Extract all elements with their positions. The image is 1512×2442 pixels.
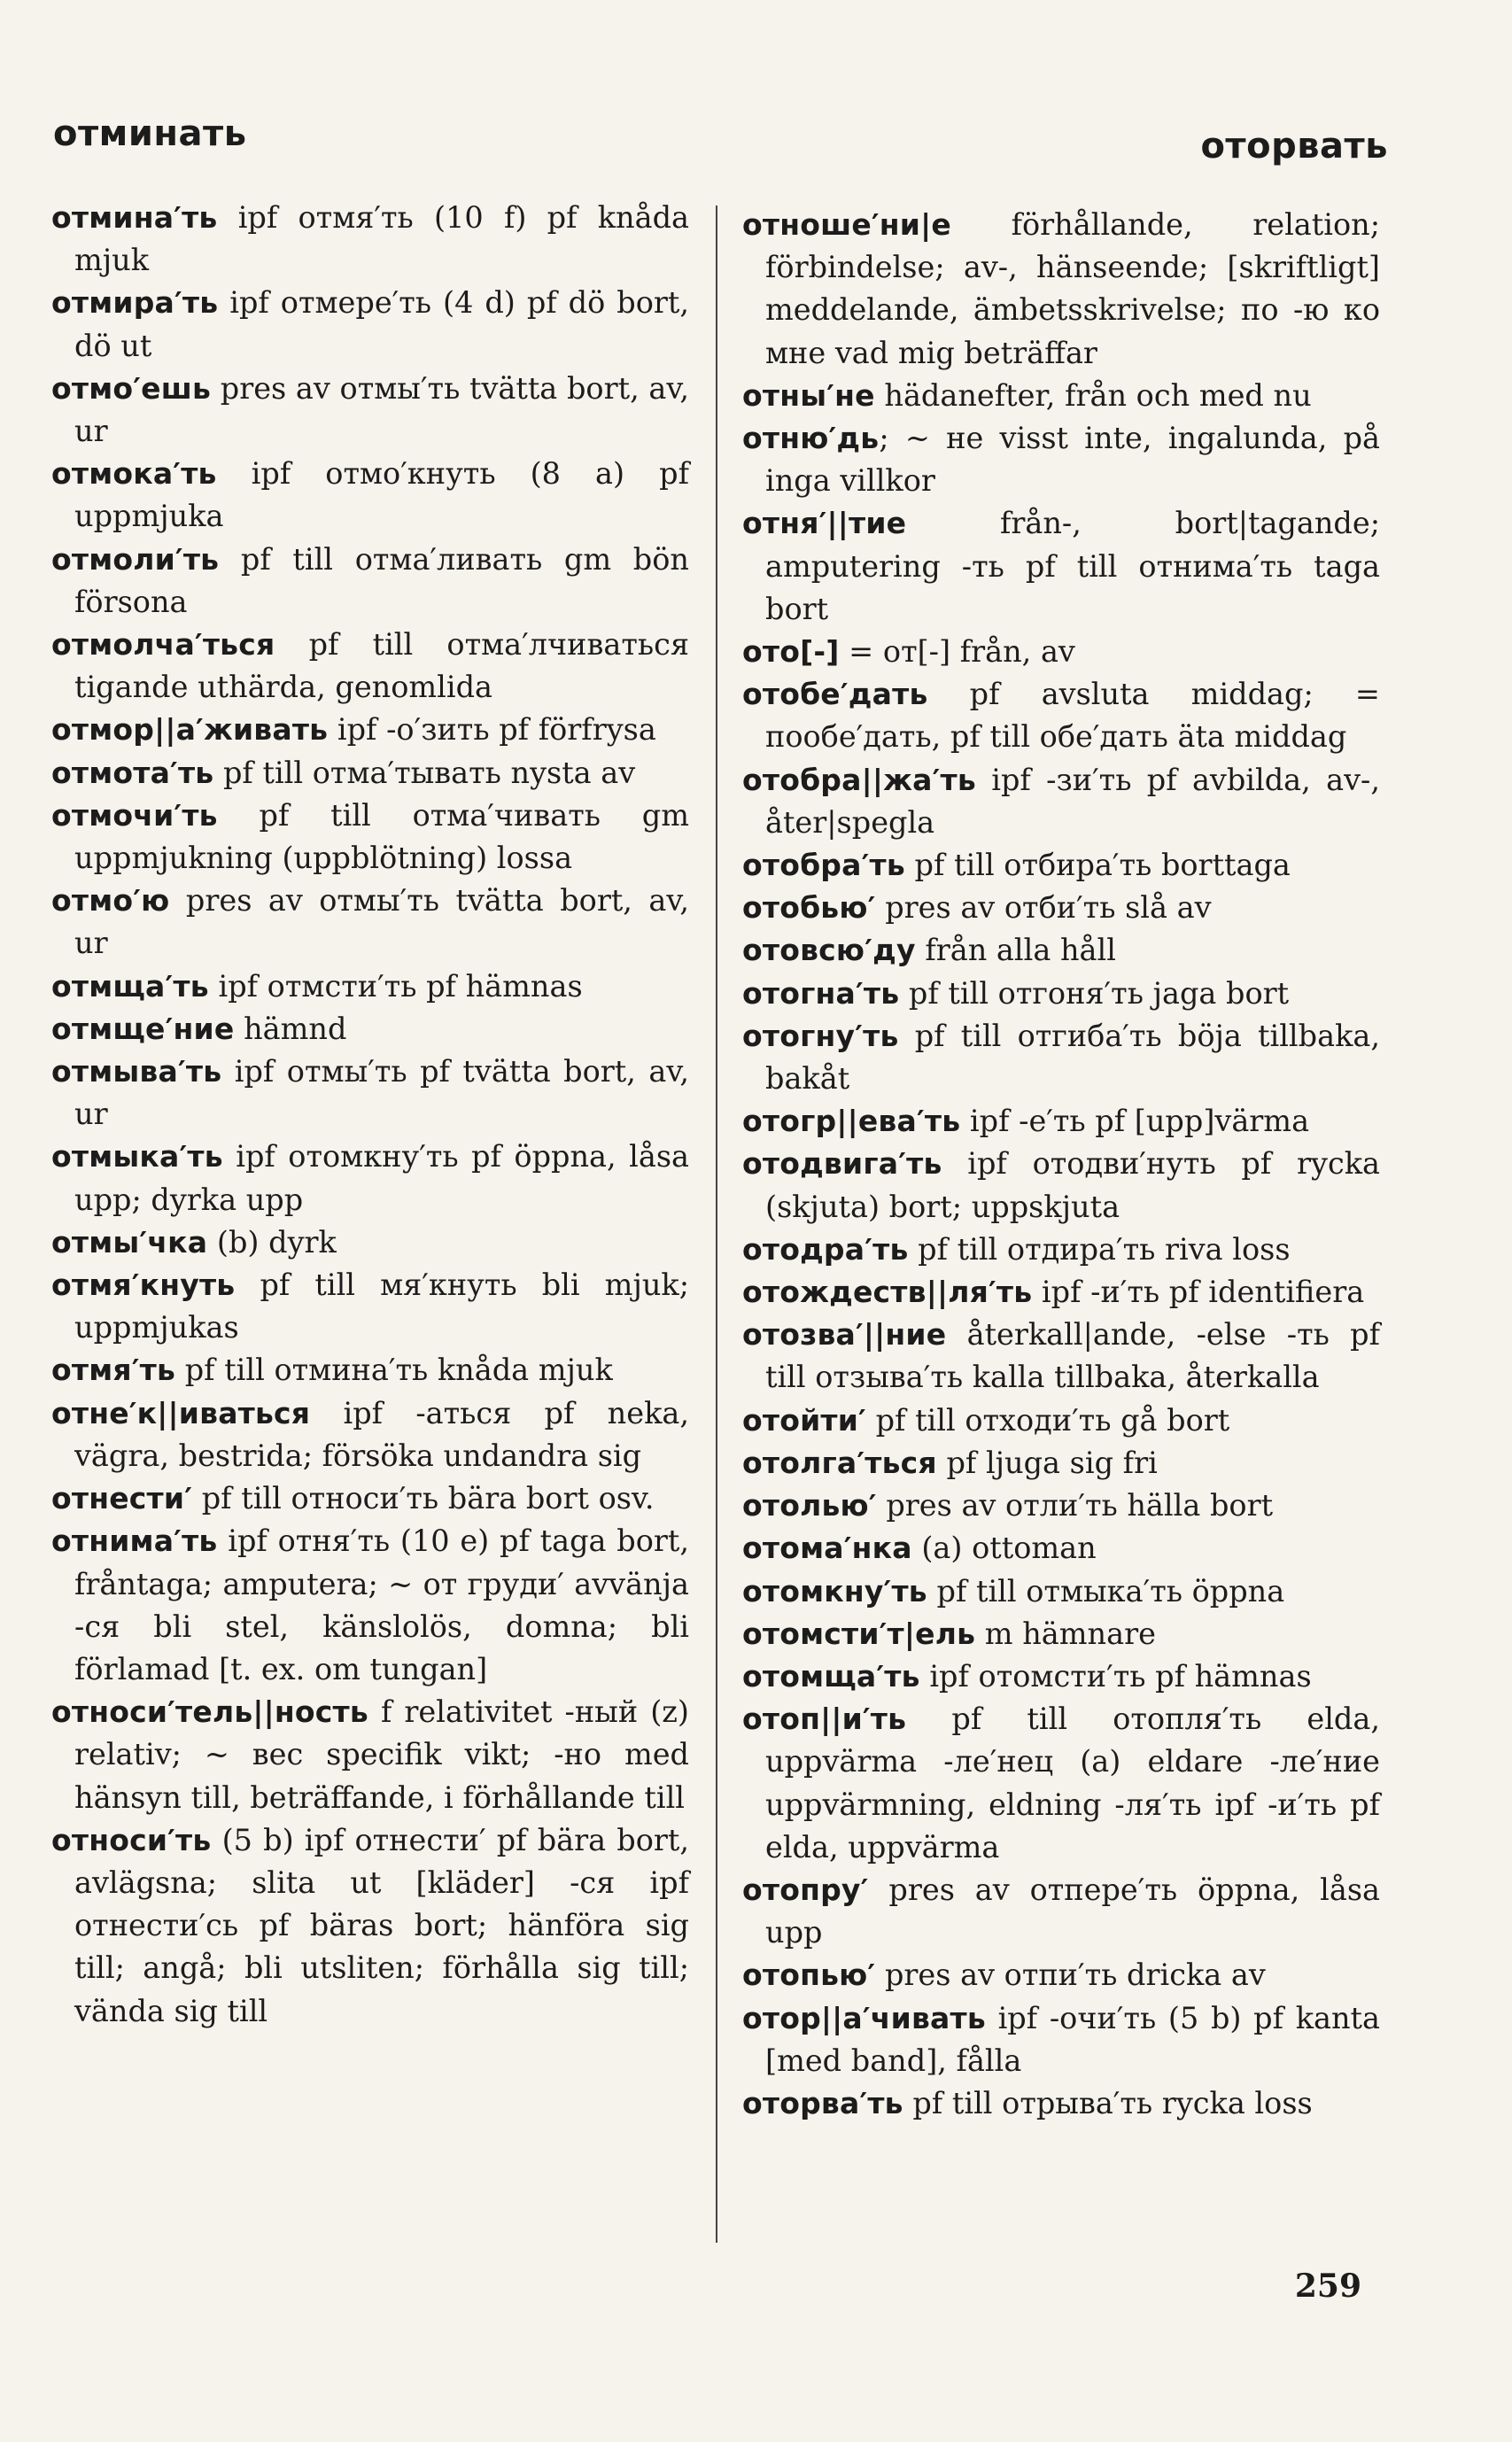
- dictionary-entry: [51, 1221, 689, 1264]
- dictionary-entry: [742, 417, 1380, 502]
- dictionary-entry: [742, 1485, 1380, 1527]
- entry-definition: ipf -и′ть pf identifiera: [1032, 1275, 1365, 1310]
- dictionary-entry: [742, 1143, 1380, 1228]
- entry-headword: отмя′ть: [51, 1353, 176, 1388]
- dictionary-entry: [51, 368, 689, 453]
- entry-headword: отогну′ть: [742, 1018, 899, 1053]
- entry-definition: hädanefter, från och med nu: [874, 377, 1312, 413]
- entry-definition: pf till отма′лчиваться tigande uthärda, genomlida: [74, 627, 689, 705]
- dictionary-entry: [51, 880, 689, 965]
- right-column: [742, 204, 1380, 2125]
- right-running-head: оторвать: [1200, 126, 1388, 167]
- entry-headword: отмы′чка: [51, 1224, 208, 1260]
- entry-headword: отмо′ю: [51, 883, 170, 919]
- entry-definition: ipf -о′зить pf förfrysa: [328, 712, 656, 748]
- entry-definition: ipf отмя′ть (10 f) pf knåda mjuk: [74, 200, 689, 278]
- entry-definition: pres av отпи′ть dricka av: [875, 1957, 1266, 1993]
- left-column: [51, 197, 689, 2033]
- dictionary-entry: [51, 453, 689, 538]
- entry-headword: отмока′ть: [51, 456, 217, 492]
- entry-definition: pf till отгоня′ть jaga bort: [899, 975, 1290, 1011]
- entry-headword: отмыва′ть: [51, 1054, 222, 1089]
- entry-definition: ipf отомсти′ть pf hämnas: [919, 1658, 1312, 1694]
- entry-definition: ipf отмсти′ть pf hämnas: [208, 968, 583, 1004]
- dictionary-entry: [51, 795, 689, 880]
- entry-headword: отодра′ть: [742, 1231, 909, 1267]
- entry-headword: относи′тель||ность: [51, 1694, 368, 1730]
- dictionary-entry: [51, 1819, 689, 2033]
- dictionary-entry: [742, 759, 1380, 844]
- entry-headword: отмоли′ть: [51, 541, 220, 577]
- entry-definition: ipf отомкну′ть pf öppna, låsa upp; dyrka upp: [74, 1139, 689, 1217]
- entry-definition: pf avsluta middag; = пообе′дать, pf till обе′дать äta middag: [765, 677, 1380, 755]
- dictionary-entry: [51, 539, 689, 624]
- entry-definition: pf till отдира′ть riva loss: [908, 1231, 1291, 1267]
- dictionary-entry: [742, 1954, 1380, 1996]
- entry-definition: ipf отмо′кнуть (8 a) pf uppmjuka: [74, 456, 689, 534]
- entry-definition: (a) ottoman: [911, 1531, 1097, 1566]
- dictionary-entry: [742, 1698, 1380, 1869]
- dictionary-entry: [51, 709, 689, 751]
- dictionary-entry: [51, 1050, 689, 1136]
- dictionary-entry: [51, 1520, 689, 1691]
- dictionary-entry: [742, 1399, 1380, 1442]
- dictionary-entry: [742, 929, 1380, 972]
- entry-definition: ipf отня′ть (10 e) pf taga bort, fråntaga; amputera; ~ от груди′ avvänja -ся bli stel, känslolös, domna; bli förlamad [t. ex. om tungan]: [74, 1523, 689, 1686]
- entry-headword: оторва′ть: [742, 2085, 903, 2120]
- entry-headword: отмще′ние: [51, 1011, 235, 1046]
- entry-headword: отмя′кнуть: [51, 1268, 236, 1303]
- entry-definition: pf till отмыка′ть öppna: [927, 1573, 1285, 1609]
- dictionary-entry: [742, 502, 1380, 631]
- entry-definition: ipf -е′ть pf [upp]värma: [960, 1104, 1310, 1139]
- dictionary-entry: [51, 965, 689, 1008]
- dictionary-entry: [742, 1271, 1380, 1314]
- entry-definition: pf till отходи′ть gå bort: [865, 1402, 1230, 1438]
- entry-headword: отолью′: [742, 1488, 877, 1523]
- dictionary-entry: [51, 1349, 689, 1392]
- entry-headword: отмолча′ться: [51, 627, 275, 663]
- entry-definition: förhållande, relation; förbindelse; av-, hänseende; [skriftligt] meddelande, ämbetsskrivelse; по -ю ко мне vad mig beträffar: [765, 207, 1380, 370]
- entry-definition: pf till отма′ливать gm bön försona: [74, 541, 689, 619]
- dictionary-entry: [51, 1691, 689, 1819]
- entry-definition: från alla håll: [915, 933, 1116, 968]
- entry-definition: pf ljuga sig fri: [936, 1445, 1158, 1480]
- entry-headword: отобра||жа′ть: [742, 762, 976, 797]
- entry-headword: отогр||ева′ть: [742, 1104, 961, 1139]
- entry-headword: отмор||а′живать: [51, 712, 329, 748]
- entry-definition: pf till отрыва′ть rycka loss: [903, 2085, 1313, 2120]
- dictionary-entry: [51, 624, 689, 709]
- entry-headword: отопью′: [742, 1957, 876, 1993]
- entry-headword: отовсю′ду: [742, 933, 916, 968]
- entry-headword: отне′к||иваться: [51, 1395, 311, 1430]
- entry-headword: отобью′: [742, 890, 876, 926]
- dictionary-entry: [742, 1570, 1380, 1613]
- entry-headword: отождеств||ля′ть: [742, 1275, 1033, 1310]
- entry-definition: (5 b) ipf отнести′ pf bära bort, avlägsna; slita ut [kläder] -ся ipf отнести′сь pf bäras bort; hänföra sig till; angå; bli utsliten; förhålla sig till; vända sig till: [74, 1822, 689, 2028]
- dictionary-entry: [742, 2082, 1380, 2125]
- dictionary-entry: [51, 282, 689, 367]
- entry-headword: отор||а′чивать: [742, 2000, 986, 2035]
- entry-definition: ; ~ не visst inte, ingalunda, på inga villkor: [765, 421, 1380, 499]
- entry-headword: отны′не: [742, 377, 875, 413]
- entry-headword: отомсти′т|ель: [742, 1616, 976, 1651]
- entry-headword: отмыка′ть: [51, 1139, 223, 1174]
- dictionary-entry: [742, 1997, 1380, 2082]
- dictionary-entry: [51, 197, 689, 282]
- entry-headword: отобе′дать: [742, 677, 928, 712]
- entry-definition: pf till отмина′ть knåda mjuk: [175, 1353, 613, 1388]
- entry-definition: pres av отпере′ть öppna, låsa upp: [765, 1872, 1380, 1950]
- entry-definition: f relativitet -ный (z) relativ; ~ вес specifik vikt; -но med hänsyn till, beträffande, i förhållande till: [74, 1694, 689, 1815]
- dictionary-entry: [742, 1613, 1380, 1655]
- dictionary-entry: [742, 631, 1380, 673]
- dictionary-entry: [51, 1264, 689, 1349]
- column-divider: [716, 205, 717, 2243]
- entry-headword: отобра′ть: [742, 848, 905, 883]
- entry-definition: ipf -очи′ть (5 b) pf kanta [med band], fålla: [765, 2000, 1380, 2078]
- dictionary-entry: [742, 673, 1380, 758]
- entry-headword: отозва′||ние: [742, 1317, 947, 1353]
- entry-definition: = от[-] från, av: [839, 634, 1075, 670]
- entry-definition: ipf отмы′ть pf tvätta bort, av, ur: [74, 1054, 689, 1132]
- dictionary-entry: [742, 1655, 1380, 1698]
- entry-definition: ipf -зи′ть pf avbilda, av-, åter|spegla: [765, 762, 1380, 840]
- entry-headword: ото[-]: [742, 634, 840, 670]
- entry-headword: отмо′ешь: [51, 370, 212, 406]
- entry-headword: отнима′ть: [51, 1523, 218, 1559]
- dictionary-entry: [51, 752, 689, 795]
- entry-headword: отмота′ть: [51, 755, 214, 790]
- dictionary-entry: [51, 1008, 689, 1050]
- dictionary-entry: [51, 1477, 689, 1520]
- entry-definition: ipf -аться pf neka, vägra, bestrida; försöka undandra sig: [74, 1395, 689, 1473]
- dictionary-entry: [742, 887, 1380, 929]
- entry-headword: отомкну′ть: [742, 1573, 927, 1609]
- dictionary-entry: [742, 1314, 1380, 1399]
- entry-headword: отмина′ть: [51, 200, 218, 235]
- entry-headword: отолга′ться: [742, 1445, 937, 1480]
- entry-headword: отня′||тие: [742, 506, 907, 541]
- entry-definition: ipf отодви′нуть pf rycka (skjuta) bort; uppskjuta: [765, 1146, 1380, 1224]
- entry-headword: относи′ть: [51, 1822, 212, 1857]
- dictionary-entry: [742, 204, 1380, 375]
- entry-definition: pf till отопля′ть elda, uppvärma -ле′нец (a) eldare -ле′ние uppvärmning, eldning -ля′ть ipf -и′ть pf elda, uppvärma: [765, 1702, 1380, 1864]
- entry-headword: отноше′ни|е: [742, 207, 951, 242]
- dictionary-entry: [742, 1015, 1380, 1100]
- entry-definition: pres av отби′ть slå av: [875, 890, 1212, 926]
- entry-definition: (b) dyrk: [207, 1224, 337, 1260]
- entry-definition: pf till отбира′ть borttaga: [904, 848, 1291, 883]
- left-running-head: отминать: [53, 113, 247, 154]
- entry-definition: pres av отмы′ть tvätta bort, av, ur: [74, 883, 689, 961]
- entry-definition: pres av отли′ть hälla bort: [876, 1488, 1274, 1523]
- entry-definition: pf till отма′тывать nysta av: [213, 755, 636, 790]
- entry-headword: отома′нка: [742, 1531, 912, 1566]
- dictionary-entry: [742, 1442, 1380, 1485]
- dictionary-entry: [742, 844, 1380, 887]
- entry-definition: pf till отгиба′ть böja tillbaka, bakåt: [765, 1018, 1380, 1097]
- entry-headword: отмща′ть: [51, 968, 209, 1004]
- entry-headword: отомща′ть: [742, 1658, 920, 1694]
- entry-definition: pf till отма′чивать gm uppmjukning (uppblötning) lossa: [74, 797, 689, 876]
- entry-headword: отогна′ть: [742, 975, 900, 1011]
- entry-headword: отоп||и′ть: [742, 1702, 907, 1737]
- entry-headword: отню′дь: [742, 421, 880, 456]
- entry-definition: ipf отмере′ть (4 d) pf dö bort, dö ut: [74, 285, 689, 363]
- dictionary-entry: [742, 973, 1380, 1015]
- entry-headword: отодвига′ть: [742, 1146, 942, 1182]
- entry-definition: pres av отмы′ть tvätta bort, av, ur: [74, 370, 689, 449]
- dictionary-entry: [742, 1229, 1380, 1271]
- entry-headword: отопру′: [742, 1872, 869, 1907]
- entry-headword: отмочи′ть: [51, 797, 218, 833]
- dictionary-entry: [742, 1869, 1380, 1954]
- entry-headword: отойти′: [742, 1402, 866, 1438]
- entry-headword: отнести′: [51, 1481, 193, 1516]
- entry-definition: hämnd: [234, 1011, 347, 1046]
- entry-definition: pf till мя′кнуть bli mjuk; uppmjukas: [74, 1268, 689, 1345]
- entry-headword: отмира′ть: [51, 285, 219, 321]
- dictionary-entry: [742, 1527, 1380, 1570]
- entry-definition: m hämnare: [975, 1616, 1156, 1651]
- entry-definition: återkall|ande, -else -ть pf till отзыва′ть kalla tillbaka, återkalla: [765, 1317, 1380, 1395]
- entry-definition: från-, bort|tagande; amputering -ть pf till отнима′ть taga bort: [765, 506, 1380, 626]
- page-number: 259: [1294, 2268, 1361, 2305]
- dictionary-entry: [51, 1392, 689, 1477]
- dictionary-entry: [51, 1136, 689, 1221]
- dictionary-entry: [742, 1100, 1380, 1143]
- entry-definition: pf till относи′ть bära bort osv.: [192, 1481, 655, 1516]
- dictionary-entry: [742, 375, 1380, 417]
